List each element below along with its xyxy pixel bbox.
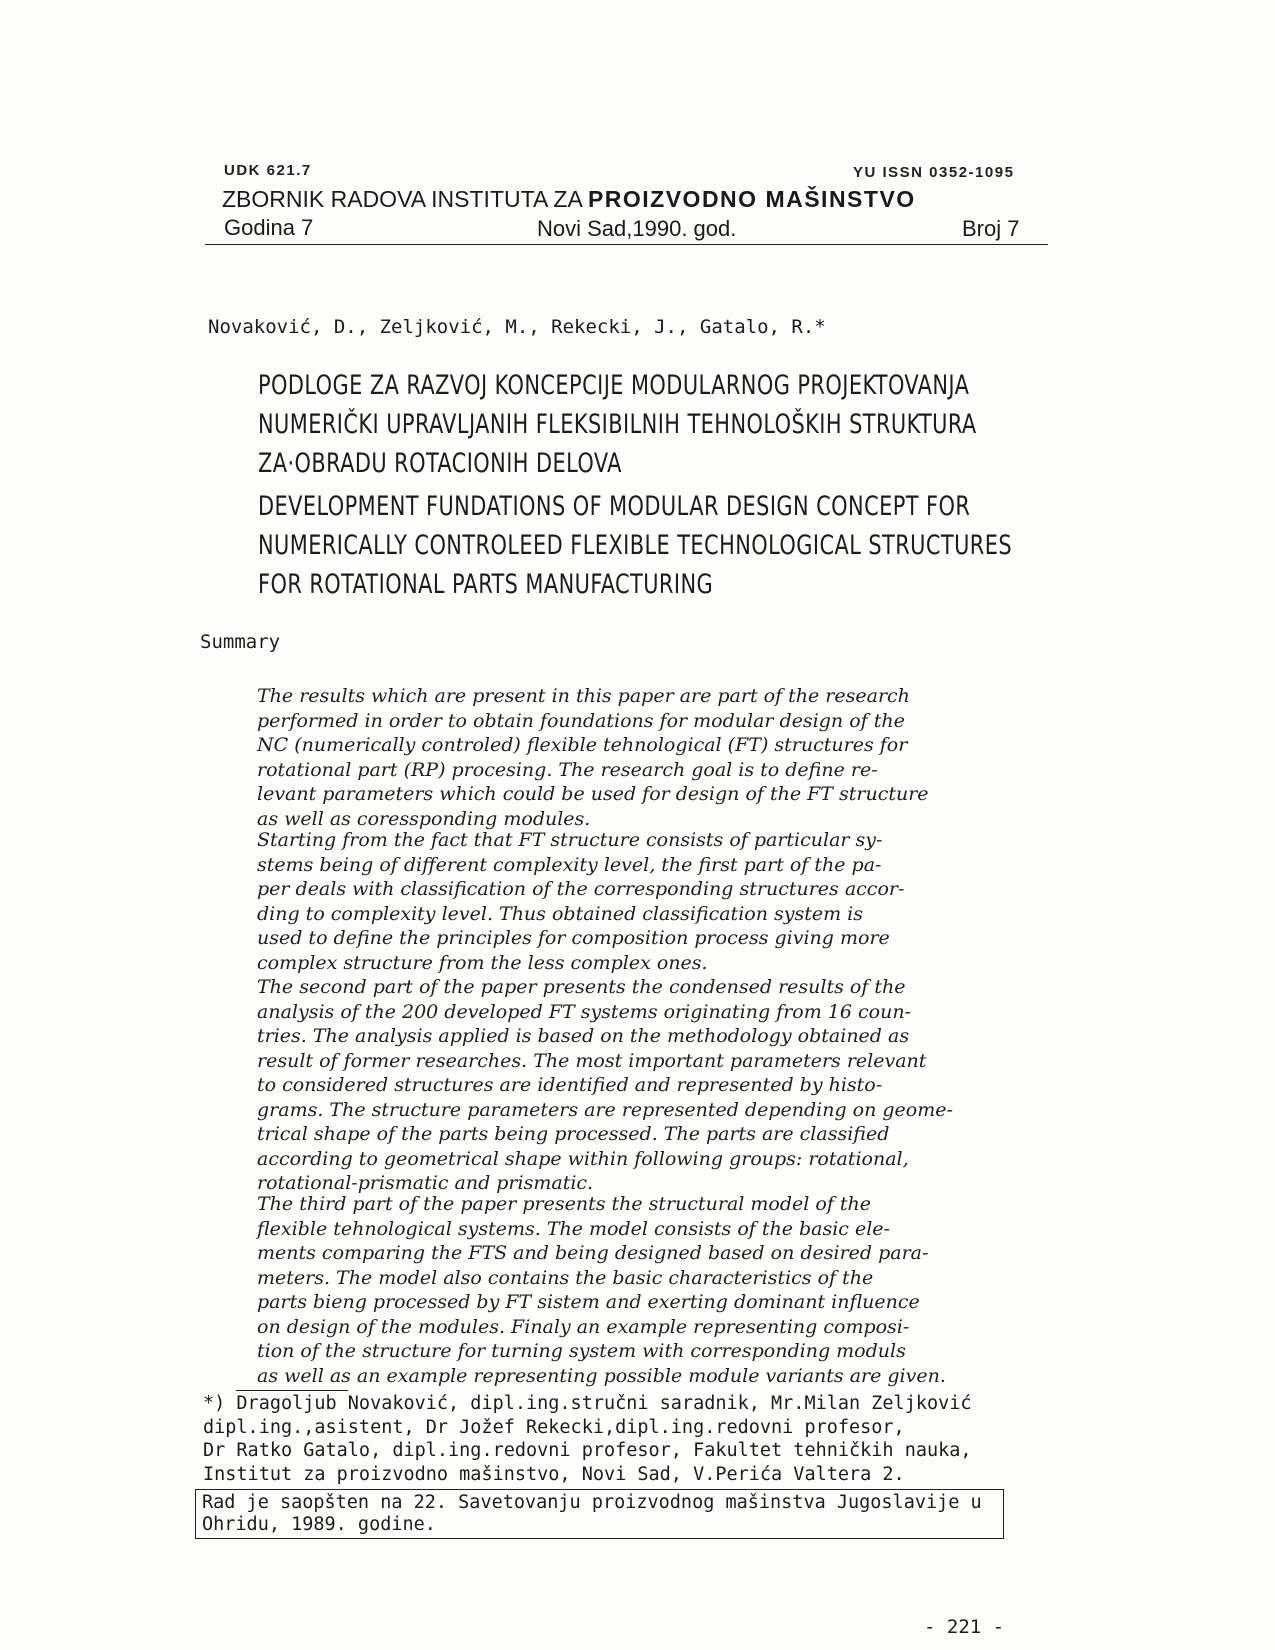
footnote-line: dipl.ing.,asistent, Dr Jožef Rekecki,dipl.ing.redovni profesor, <box>203 1416 905 1438</box>
footnote-line: *) Dragoljub Novaković, dipl.ing.stručni saradnik, Mr.Milan Zeljković <box>203 1393 972 1414</box>
abstract-line: stems being of different complexity level, the first part of the pa- <box>257 853 882 876</box>
abstract-line: complex structure from the less complex ones. <box>257 951 708 974</box>
place-date: Novi Sad,1990. god. <box>537 216 737 241</box>
broj: Broj 7 <box>962 216 1020 241</box>
abstract-line: ments comparing the FTS and being designed based on desired para- <box>257 1242 929 1264</box>
abstract-line: The third part of the paper presents the structural model of the <box>257 1193 872 1215</box>
header-rule <box>205 244 1048 245</box>
abstract-line: rotational-prismatic and prismatic. <box>257 1172 594 1194</box>
abstract-line: trical shape of the parts being processed. The parts are classified <box>257 1123 890 1145</box>
abstract-line: according to geometrical shape within following groups: rotational, <box>257 1147 909 1170</box>
abstract-line: tion of the structure for turning system with corresponding moduls <box>257 1340 906 1362</box>
footnote-rule <box>236 1390 348 1391</box>
abstract-paragraph-2 <box>257 828 904 975</box>
abstract-line: tries. The analysis applied is based on the methodology obtained as <box>257 1025 910 1047</box>
title-english-line: FOR ROTATIONAL PARTS MANUFACTURING <box>258 569 714 600</box>
title-english-line: NUMERICALLY CONTROLEED FLEXIBLE TECHNOLOGICAL STRUCTURES <box>258 530 1013 561</box>
journal-title <box>222 186 916 213</box>
authors: Novaković, D., Zeljković, M., Rekecki, J., Gatalo, R.* <box>208 316 826 338</box>
abstract-paragraph-4 <box>257 1192 946 1388</box>
abstract-line: performed in order to obtain foundations for modular design of the <box>257 709 905 732</box>
abstract-line: parts bieng processed by FT sistem and exerting dominant influence <box>257 1291 920 1313</box>
abstract-line: on design of the modules. Finaly an example representing composi- <box>257 1315 910 1338</box>
abstract-line: as well as coressponding modules. <box>257 807 591 830</box>
abstract-paragraph-1 <box>257 684 929 831</box>
title-serbian <box>258 366 1094 483</box>
title-english-line: DEVELOPMENT FUNDATIONS OF MODULAR DESIGN CONCEPT FOR <box>258 491 971 522</box>
page-number: - 221 - <box>924 1616 1005 1638</box>
abstract-line: used to define the principles for composition process giving more <box>257 927 890 949</box>
footnote-line: Dr Ratko Gatalo, dipl.ing.redovni profesor, Fakultet tehničkih nauka, <box>203 1440 972 1461</box>
summary-heading: Summary <box>200 631 281 653</box>
issn-code: YU ISSN 0352-1095 <box>853 164 1015 181</box>
abstract-line: The second part of the paper presents the condensed results of the <box>257 976 906 998</box>
footnote-line: Institut za proizvodno mašinstvo, Novi Sad, V.Perića Valtera 2. <box>203 1463 905 1485</box>
abstract-line: levant parameters which could be used for design of the FT structure <box>257 783 929 805</box>
godina: Godina 7 <box>224 215 314 240</box>
title-english <box>258 487 1135 604</box>
udk-code: UDK 621.7 <box>224 162 312 179</box>
abstract-line: The results which are present in this paper are part of the research <box>257 685 910 707</box>
abstract-line: grams. The structure parameters are represented depending on geome- <box>257 1098 953 1121</box>
abstract-line: meters. The model also contains the basic characteristics of the <box>257 1266 874 1289</box>
abstract-line: per deals with classification of the corresponding structures accor- <box>257 878 905 900</box>
abstract-line: Starting from the fact that FT structure consists of particular sy- <box>257 829 883 851</box>
footnote <box>203 1392 972 1486</box>
abstract-paragraph-3 <box>257 975 953 1196</box>
conference-note-line: Rad je saopšten na 22. Savetovanju proizvodnog mašinstva Jugoslavije u <box>202 1492 982 1513</box>
abstract-line: rotational part (RP) procesing. The research goal is to define re- <box>257 758 878 781</box>
abstract-line: analysis of the 200 developed FT systems originating from 16 coun- <box>257 1000 911 1023</box>
title-serbian-line: NUMERIČKI UPRAVLJANIH FLEKSIBILNIH TEHNOLOŠKIH STRUKTURA <box>258 409 977 440</box>
title-serbian-line: ZA·OBRADU ROTACIONIH DELOVA <box>258 448 622 479</box>
abstract-line: as well as an example representing possible module variants are given. <box>257 1364 946 1387</box>
abstract-line: ding to complexity level. Thus obtained classification system is <box>257 902 863 925</box>
abstract-line: result of former researches. The most important parameters relevant <box>257 1049 927 1072</box>
abstract-line: NC (numerically controled) flexible tehnological (FT) structures for <box>257 734 908 756</box>
abstract-line: flexible tehnological systems. The model consists of the basic ele- <box>257 1217 890 1240</box>
conference-note-line: Ohridu, 1989. godine. <box>202 1514 436 1535</box>
journal-title-prefix: ZBORNIK RADOVA INSTITUTA ZA <box>222 186 582 212</box>
abstract-line: to considered structures are identified and represented by histo- <box>257 1074 883 1096</box>
journal-title-bold: PROIZVODNO MAŠINSTVO <box>587 186 916 212</box>
conference-note-box <box>195 1489 1004 1539</box>
title-serbian-line: PODLOGE ZA RAZVOJ KONCEPCIJE MODULARNOG PROJEKTOVANJA <box>258 370 970 401</box>
